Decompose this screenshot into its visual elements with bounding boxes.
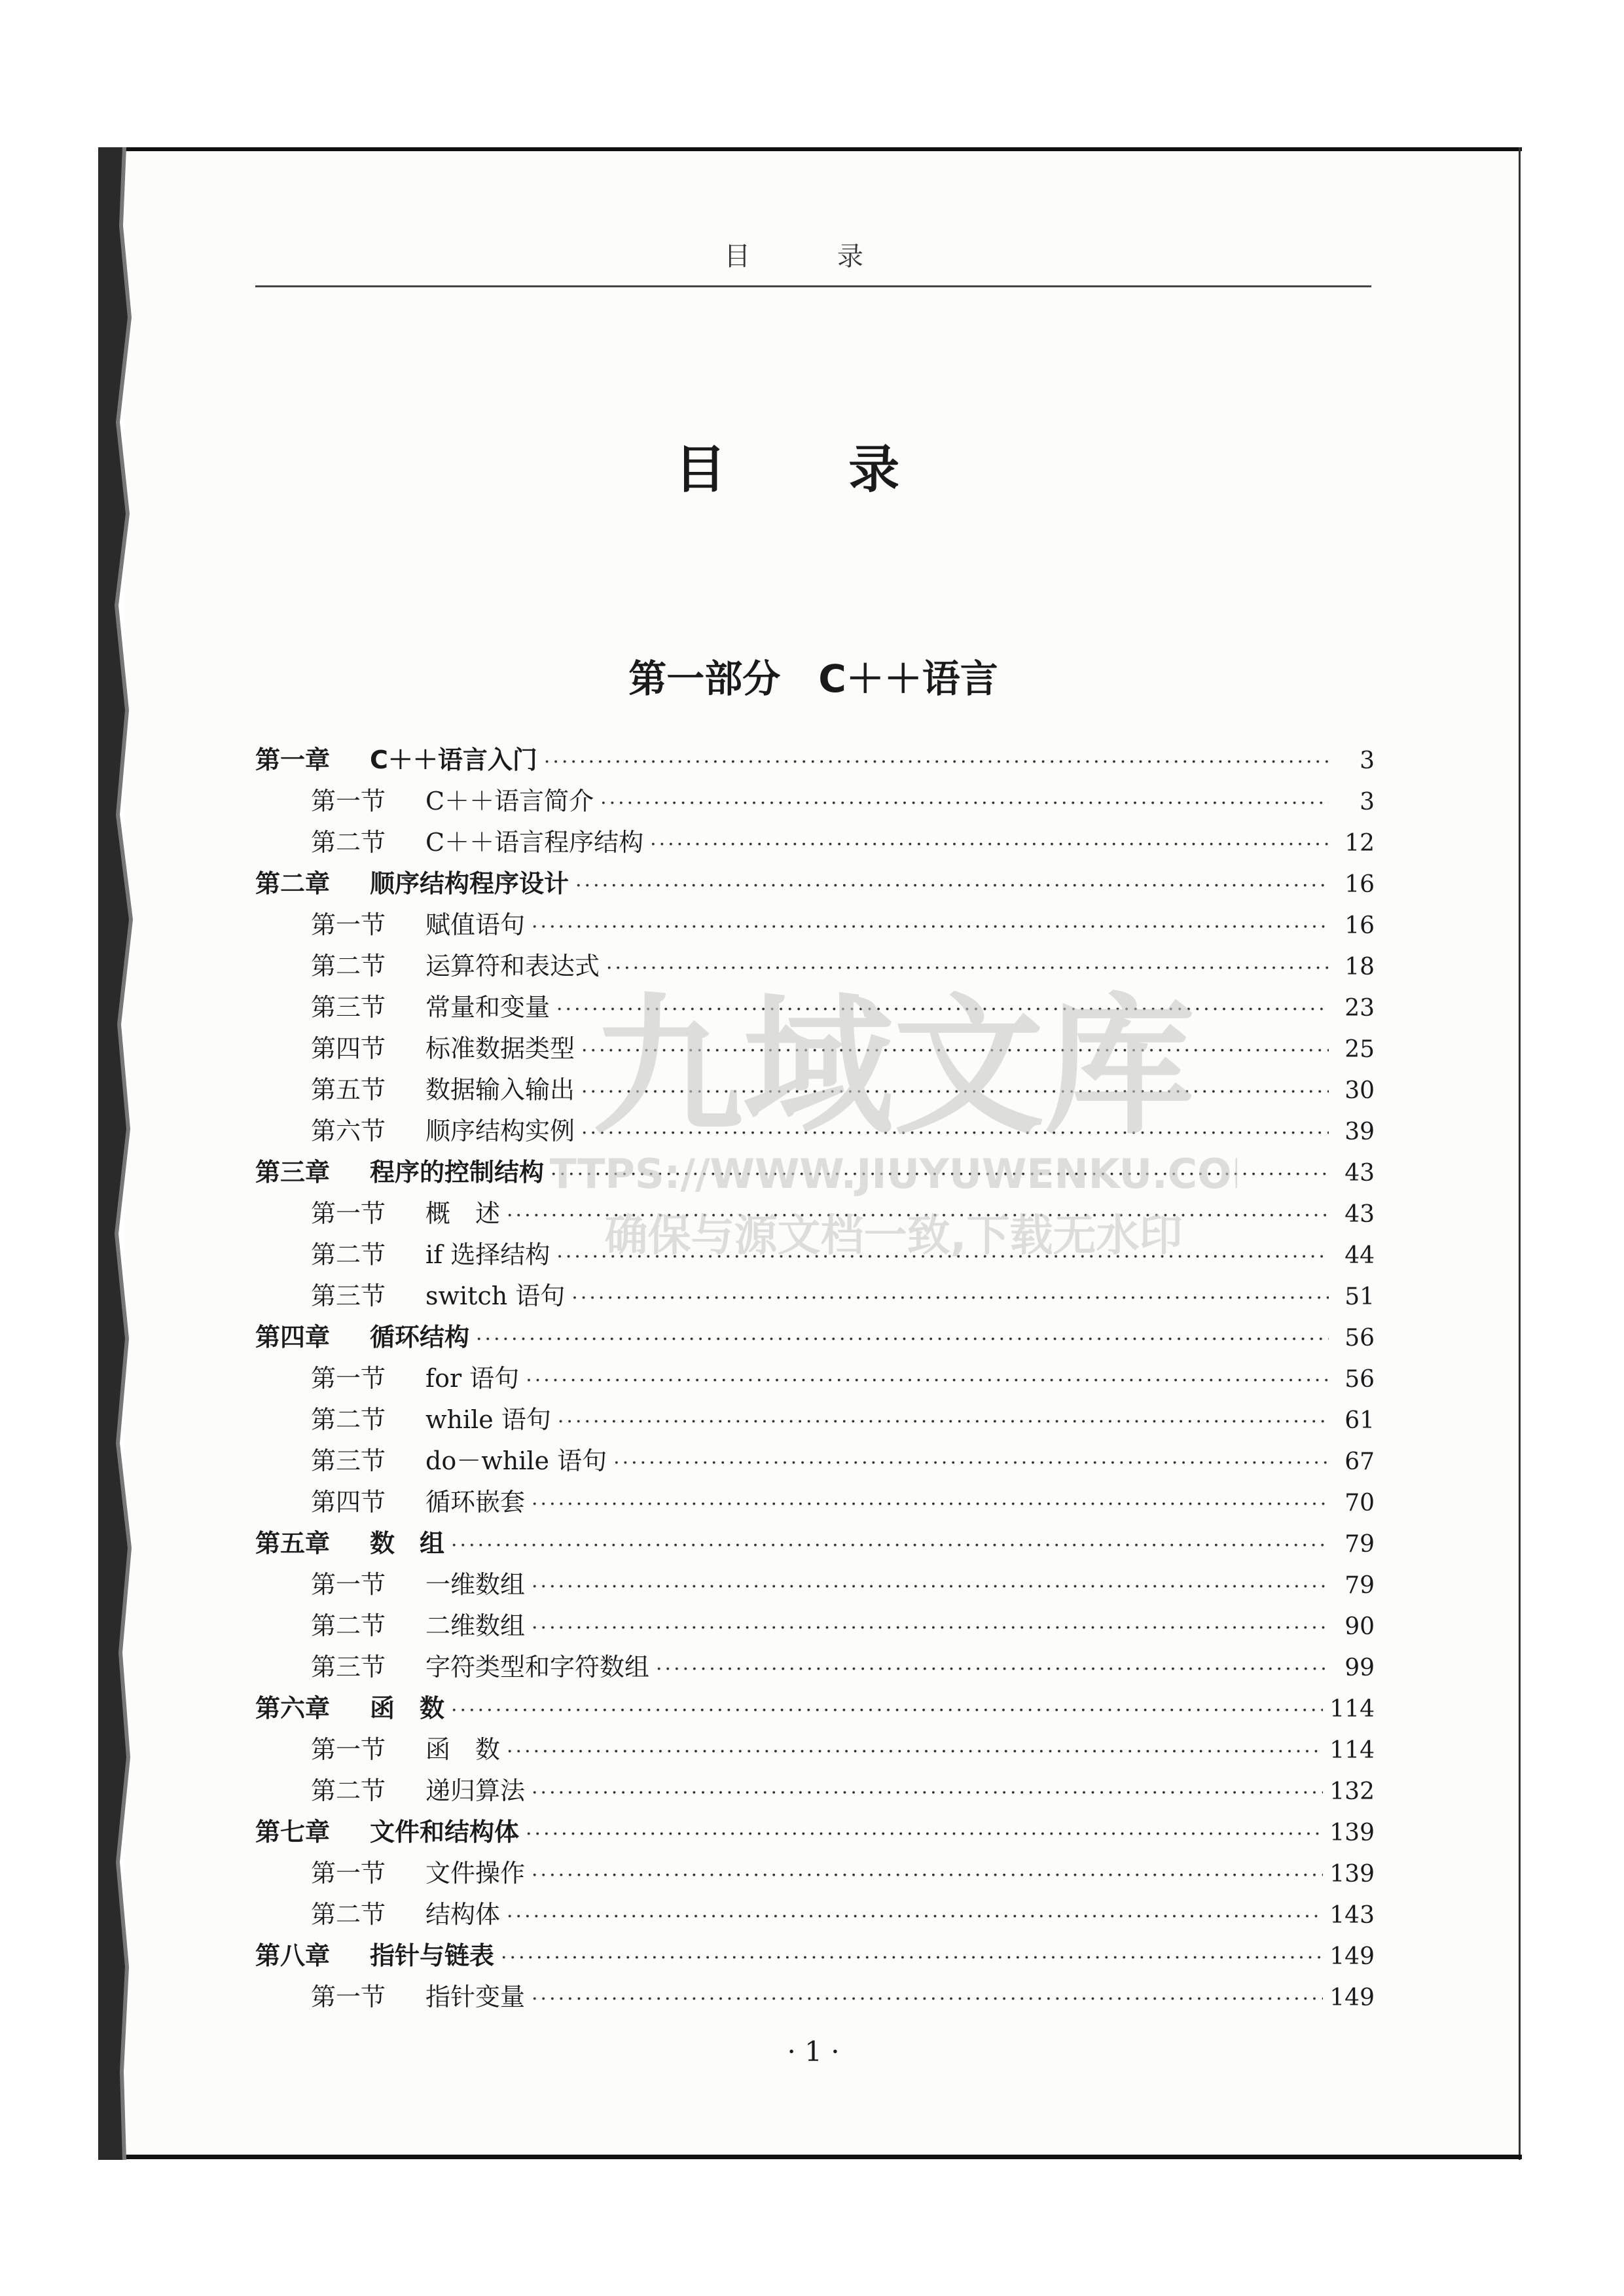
toc-entry-title: if 选择结构 xyxy=(425,1240,550,1269)
toc-entry-page: 39 xyxy=(1344,1119,1375,1145)
toc-leader-dots xyxy=(613,1443,1329,1484)
toc-section-entry xyxy=(255,1028,1375,1069)
toc-entry-title: 一维数组 xyxy=(425,1570,526,1599)
toc-entry-title: C＋＋语言程序结构 xyxy=(425,828,644,857)
toc-leader-dots xyxy=(451,1690,1323,1731)
toc-section-entry xyxy=(255,1482,1375,1523)
toc-entry-page: 139 xyxy=(1329,1861,1375,1888)
toc-entry-page: 25 xyxy=(1344,1036,1375,1063)
toc-entry-title: 概 述 xyxy=(425,1199,501,1228)
toc-entry-title: 标准数据类型 xyxy=(425,1034,575,1063)
toc-entry-page: 16 xyxy=(1344,871,1375,898)
toc-entry-number: 第四节 xyxy=(311,1488,386,1516)
toc-entry-page: 70 xyxy=(1344,1490,1375,1516)
toc-chapter-entry xyxy=(255,1523,1375,1564)
toc-section-entry xyxy=(255,1605,1375,1647)
toc-entry-page: 44 xyxy=(1344,1242,1375,1269)
toc-leader-dots xyxy=(532,1566,1329,1607)
toc-entry-page: 56 xyxy=(1344,1366,1375,1393)
toc-entry-page: 90 xyxy=(1344,1613,1375,1640)
toc-entry-page: 149 xyxy=(1329,1943,1375,1970)
toc-entry-page: 143 xyxy=(1329,1902,1375,1929)
toc-entry-number: 第一章 xyxy=(255,745,331,774)
running-head: 目 录 xyxy=(724,242,903,272)
toc-entry-number: 第三节 xyxy=(311,1653,386,1681)
toc-chapter-entry xyxy=(255,1812,1375,1853)
toc-entry-page: 3 xyxy=(1360,789,1375,816)
toc-entry-number: 第七章 xyxy=(255,1818,331,1846)
toc-entry-page: 23 xyxy=(1344,995,1375,1022)
toc-entry-number: 第二节 xyxy=(311,1611,386,1640)
toc-leader-dots xyxy=(575,865,1329,906)
toc-entry-title: switch 语句 xyxy=(425,1282,566,1310)
toc-leader-dots xyxy=(556,989,1329,1030)
toc-entry-title: C＋＋语言简介 xyxy=(425,787,594,816)
toc-section-entry xyxy=(255,822,1375,863)
toc-leader-dots xyxy=(532,906,1329,948)
toc-entry-number: 第六节 xyxy=(311,1117,386,1145)
toc-entry-number: 第二节 xyxy=(311,1240,386,1269)
toc-entry-number: 第一节 xyxy=(311,787,386,816)
toc-leader-dots xyxy=(600,783,1329,824)
toc-leader-dots xyxy=(656,1649,1329,1690)
toc-leader-dots xyxy=(507,1731,1323,1772)
toc-entry-title: 文件和结构体 xyxy=(370,1818,520,1846)
toc-leader-dots xyxy=(526,1814,1323,1855)
toc-leader-dots xyxy=(650,824,1329,865)
toc-entry-number: 第二节 xyxy=(311,828,386,857)
toc-section-entry xyxy=(255,1894,1375,1935)
toc-entry-page: 114 xyxy=(1329,1737,1375,1764)
toc-entry-number: 第五节 xyxy=(311,1075,386,1104)
toc-entry-page: 99 xyxy=(1344,1655,1375,1681)
toc-entry-title: 文件操作 xyxy=(425,1859,526,1888)
toc-entry-page: 61 xyxy=(1344,1407,1375,1434)
toc-chapter-entry xyxy=(255,740,1375,781)
toc-section-entry xyxy=(255,1358,1375,1399)
toc-section-entry xyxy=(255,1399,1375,1441)
toc-entry-title: 顺序结构实例 xyxy=(425,1117,575,1145)
toc-entry-title: 数 组 xyxy=(370,1529,445,1558)
scan-right-edge xyxy=(1519,147,1521,2160)
toc-chapter-entry xyxy=(255,1152,1375,1193)
toc-entry-number: 第二节 xyxy=(311,1776,386,1805)
watermark-main: 九域文库 xyxy=(592,980,1195,1155)
watermark-note: 确保与源文档一致,下载无水印 xyxy=(604,1210,1183,1261)
toc-entry-number: 第一节 xyxy=(311,1735,386,1764)
torn-left-edge xyxy=(98,147,157,2160)
toc-entry-title: 结构体 xyxy=(425,1900,501,1929)
toc-leader-dots xyxy=(581,1071,1329,1113)
toc-entry-page: 114 xyxy=(1329,1696,1375,1723)
toc-entry-number: 第一节 xyxy=(311,1859,386,1888)
toc-entry-number: 第二章 xyxy=(255,869,331,898)
toc-entry-number: 第八章 xyxy=(255,1941,331,1970)
toc-leader-dots xyxy=(451,1525,1329,1566)
toc-entry-number: 第三节 xyxy=(311,1282,386,1310)
part-title: 第一部分 C＋＋语言 xyxy=(628,656,998,701)
running-head-rule xyxy=(255,285,1371,287)
toc-entry-title: 函 数 xyxy=(370,1694,445,1723)
toc-leader-dots xyxy=(526,1360,1329,1401)
toc-chapter-entry xyxy=(255,1317,1375,1358)
toc-leader-dots xyxy=(532,1979,1323,2020)
toc-entry-page: 18 xyxy=(1344,954,1375,980)
toc-entry-page: 16 xyxy=(1344,912,1375,939)
toc-leader-dots xyxy=(606,948,1329,989)
toc-entry-number: 第四节 xyxy=(311,1034,386,1063)
toc-section-entry xyxy=(255,1647,1375,1688)
toc-leader-dots xyxy=(581,1030,1329,1071)
toc-entry-number: 第五章 xyxy=(255,1529,331,1558)
toc-chapter-entry xyxy=(255,863,1375,905)
toc-entry-title: 常量和变量 xyxy=(425,993,550,1022)
toc-leader-dots xyxy=(532,1855,1323,1896)
toc-entry-title: 赋值语句 xyxy=(425,910,526,939)
toc-entry-title: 字符类型和字符数组 xyxy=(425,1653,650,1681)
toc-entry-title: 函 数 xyxy=(425,1735,501,1764)
toc-entry-page: 79 xyxy=(1344,1572,1375,1599)
toc-entry-number: 第一节 xyxy=(311,1199,386,1228)
toc-entry-page: 30 xyxy=(1344,1077,1375,1104)
toc-leader-dots xyxy=(532,1607,1329,1649)
toc-leader-dots xyxy=(571,1278,1329,1319)
toc-leader-dots xyxy=(550,1154,1329,1195)
toc-leader-dots xyxy=(556,1236,1329,1278)
toc-entry-title: 循环嵌套 xyxy=(425,1488,526,1516)
toc-leader-dots xyxy=(501,1937,1323,1979)
toc-section-entry xyxy=(255,1441,1375,1482)
toc-chapter-entry xyxy=(255,1688,1375,1729)
toc-section-entry xyxy=(255,1111,1375,1152)
toc-section-entry xyxy=(255,781,1375,822)
toc-entry-number: 第三章 xyxy=(255,1158,331,1187)
toc-entry-title: 递归算法 xyxy=(425,1776,526,1805)
toc-entry-title: 指针变量 xyxy=(425,1982,526,2011)
toc-entry-number: 第三节 xyxy=(311,993,386,1022)
toc-entry-number: 第二节 xyxy=(311,1405,386,1434)
toc-section-entry xyxy=(255,1234,1375,1276)
toc-section-entry xyxy=(255,946,1375,987)
toc-entry-title: 顺序结构程序设计 xyxy=(370,869,569,898)
toc-entry-page: 56 xyxy=(1344,1325,1375,1352)
toc-section-entry xyxy=(255,1069,1375,1111)
toc-entry-title: while 语句 xyxy=(425,1405,551,1434)
toc-entry-title: C＋＋语言入门 xyxy=(370,745,537,774)
toc-chapter-entry xyxy=(255,1935,1375,1977)
toc-entry-title: 运算符和表达式 xyxy=(425,952,600,980)
toc-leader-dots xyxy=(581,1113,1329,1154)
toc-entry-number: 第一节 xyxy=(311,1982,386,2011)
toc-section-entry xyxy=(255,1276,1375,1317)
toc-leader-dots xyxy=(544,742,1329,783)
toc-entry-title: 二维数组 xyxy=(425,1611,526,1640)
toc-entry-title: 循环结构 xyxy=(370,1323,470,1352)
toc-entry-page: 51 xyxy=(1344,1283,1375,1310)
scan-top-edge xyxy=(105,147,1522,151)
toc-section-entry xyxy=(255,987,1375,1028)
toc-entry-page: 139 xyxy=(1329,1820,1375,1846)
toc-entry-page: 79 xyxy=(1344,1531,1375,1558)
toc-section-entry xyxy=(255,1977,1375,2018)
table-of-contents xyxy=(255,740,1375,2018)
toc-section-entry xyxy=(255,1729,1375,1770)
toc-entry-number: 第二节 xyxy=(311,1900,386,1929)
toc-leader-dots xyxy=(558,1401,1329,1443)
toc-leader-dots xyxy=(476,1319,1329,1360)
toc-section-entry xyxy=(255,1564,1375,1605)
scan-bottom-edge xyxy=(105,2155,1522,2159)
toc-section-entry xyxy=(255,1193,1375,1234)
toc-entry-number: 第一节 xyxy=(311,1570,386,1599)
toc-section-entry xyxy=(255,1853,1375,1894)
toc-section-entry xyxy=(255,905,1375,946)
toc-entry-number: 第一节 xyxy=(311,1364,386,1393)
toc-entry-number: 第三节 xyxy=(311,1446,386,1475)
toc-entry-title: 指针与链表 xyxy=(370,1941,495,1970)
toc-entry-page: 12 xyxy=(1344,830,1375,857)
toc-entry-page: 67 xyxy=(1344,1448,1375,1475)
toc-entry-title: 程序的控制结构 xyxy=(370,1158,545,1187)
toc-leader-dots xyxy=(507,1896,1323,1937)
toc-entry-page: 149 xyxy=(1329,1984,1375,2011)
toc-entry-page: 43 xyxy=(1344,1201,1375,1228)
toc-entry-number: 第四章 xyxy=(255,1323,331,1352)
toc-entry-number: 第二节 xyxy=(311,952,386,980)
toc-entry-title: for 语句 xyxy=(425,1364,520,1393)
toc-entry-page: 132 xyxy=(1329,1778,1375,1805)
watermark-url: HTTPS://WWW.JIUYUWENKU.COM xyxy=(550,1150,1237,1198)
toc-entry-page: 43 xyxy=(1344,1160,1375,1187)
toc-section-entry xyxy=(255,1770,1375,1812)
toc-entry-page: 3 xyxy=(1360,747,1375,774)
toc-leader-dots xyxy=(532,1484,1329,1525)
page-number: · 1 · xyxy=(787,2036,840,2068)
toc-entry-number: 第一节 xyxy=(311,910,386,939)
toc-entry-number: 第六章 xyxy=(255,1694,331,1723)
toc-leader-dots xyxy=(507,1195,1329,1236)
toc-entry-title: 数据输入输出 xyxy=(425,1075,575,1104)
toc-leader-dots xyxy=(532,1772,1323,1814)
toc-entry-title: do－while 语句 xyxy=(425,1446,607,1475)
page-title: 目 录 xyxy=(674,440,952,499)
